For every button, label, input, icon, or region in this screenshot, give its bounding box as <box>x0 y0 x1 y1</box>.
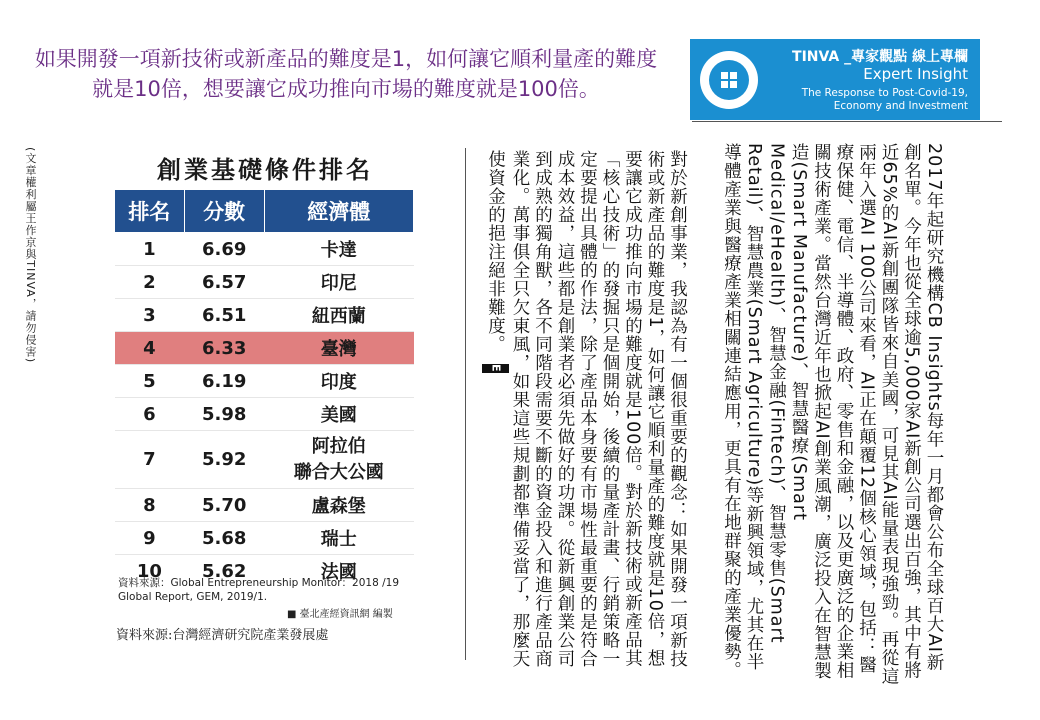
headline-quote: 如果開發一項新技術或新產品的難度是1，如何讓它順利量產的難度就是10倍，想要讓它成功推向市場的難度就是100倍。 <box>34 47 658 101</box>
cell-score: 6.33 <box>184 332 264 365</box>
cell-economy: 臺灣 <box>264 332 413 365</box>
cell-rank: 9 <box>115 522 185 555</box>
tinva-logo-icon <box>700 51 758 109</box>
table-title: 創業基礎條件排名 <box>157 156 373 184</box>
table-row <box>115 266 414 299</box>
table-row <box>115 431 414 489</box>
article-column-1: 2017年起研究機構CB Insights每年一月都會公布全球百大AI新創名單。今年也從全球逾5,000家AI新創公司選出百強，其中有將近65%的AI新創團隊皆來自美國，可見其AI能量表現強勁。再從這兩年入選AI 100公司來看，AI正在顛覆12個核心領域，包括：醫療保健、電信、半導體、政府、零售和金融，以及更廣泛的企業相關技術產業。當然台灣近年也掀起AI創業風潮，廣泛投入在智慧製造(Smart Manufacture)、智慧醫療(Smart Medical/eHealth)、智慧金融(Fintech)、智慧零售(Smart Retail)、智慧農業(Smart Agriculture)等新興領域，尤其在半導體產業與醫療產業相關連結應用，更具有在地群聚的產業優勢。 <box>721 143 944 686</box>
cell-score: 5.70 <box>184 489 264 522</box>
brand-tagline: The Response to Post-Covid-19, Economy and Investment <box>801 87 968 112</box>
cell-score: 5.68 <box>184 522 264 555</box>
cell-score: 6.69 <box>184 233 264 266</box>
table-row <box>115 299 414 332</box>
brand-subtitle: Expert Insight <box>863 65 968 83</box>
cell-economy: 盧森堡 <box>264 489 413 522</box>
cell-score: 5.92 <box>184 431 264 489</box>
cell-economy: 美國 <box>264 398 413 431</box>
header-economy: 經濟體 <box>264 190 413 233</box>
brand-banner <box>690 39 980 120</box>
cell-score: 6.51 <box>184 299 264 332</box>
copyright-note: (文章權利屬王作京與TINVA，請勿侵害) <box>24 147 37 364</box>
cell-rank: 8 <box>115 489 185 522</box>
cell-rank: 3 <box>115 299 185 332</box>
article-column-2 <box>482 150 689 670</box>
source-tier: 資料來源:台灣經濟研究院產業發展處 <box>116 628 329 643</box>
cell-rank: 1 <box>115 233 185 266</box>
article-column-2-text: 對於新創事業，我認為有一個很重要的觀念：如果開發一項新技術或新產品的難度是1，如何讓它順利量產的難度就是10倍，想要讓它成功推向市場的難度就是100倍。對於新技術或新產品其「核心技術」的發掘只是個開始，後續的量產計畫、行銷策略一定要提出具體的作法，除了產品本身要有市場性最重要的是符合成本效益，這些都是創業者必須先做好的功課。從新興創業公司到成熟的獨角獸，各不同階段需要不斷的資金投入和進行產品商業化。萬事俱全只欠東風，如果這些規劃都準備妥當了，那麼天使資金的挹注絕非難度。 <box>485 150 688 668</box>
cell-score: 5.62 <box>184 555 264 588</box>
cell-economy: 印度 <box>264 365 413 398</box>
cell-rank: 5 <box>115 365 185 398</box>
cell-economy: 阿拉伯 聯合大公國 <box>264 431 413 489</box>
ranking-table <box>114 189 414 587</box>
cell-rank: 4 <box>115 332 185 365</box>
cell-economy: 法國 <box>264 555 413 588</box>
cell-economy: 紐西蘭 <box>264 299 413 332</box>
header-divider <box>692 121 1002 122</box>
cell-score: 6.57 <box>184 266 264 299</box>
source-gem: 資料來源：Global Entrepreneurship Monitor：2018 /19 Global Report, GEM, 2019/1. <box>118 577 399 603</box>
table-row <box>115 365 414 398</box>
table-row <box>115 522 414 555</box>
cell-rank: 10 <box>115 555 185 588</box>
header-rank: 排名 <box>115 190 185 233</box>
header-score: 分數 <box>184 190 264 233</box>
table-row <box>115 489 414 522</box>
cell-economy: 瑞士 <box>264 522 413 555</box>
end-mark-icon: E <box>482 364 509 373</box>
cell-score: 6.19 <box>184 365 264 398</box>
cell-rank: 2 <box>115 266 185 299</box>
table-row <box>115 398 414 431</box>
source-editor: ■ 臺北產經資訊網 編製 <box>287 609 393 620</box>
table-row <box>115 233 414 266</box>
cell-rank: 7 <box>115 431 185 489</box>
cell-rank: 6 <box>115 398 185 431</box>
cell-score: 5.98 <box>184 398 264 431</box>
column-divider <box>465 148 466 660</box>
table-header-row <box>115 190 414 233</box>
brand-title: TINVA _專家觀點 線上專欄 <box>792 49 968 65</box>
cell-economy: 印尼 <box>264 266 413 299</box>
table-row <box>115 332 414 365</box>
cell-economy: 卡達 <box>264 233 413 266</box>
